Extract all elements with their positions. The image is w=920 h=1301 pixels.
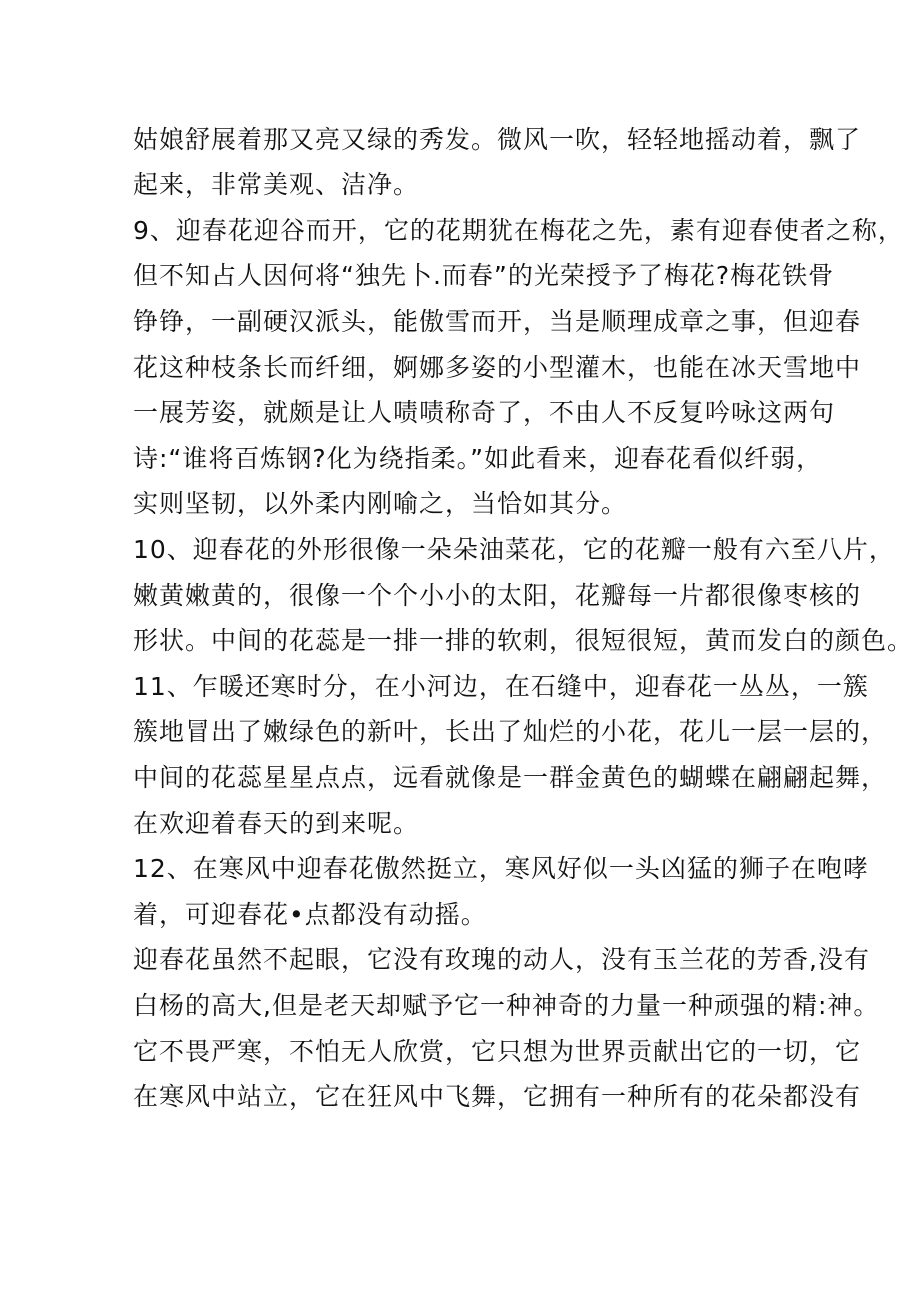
text-line: 姑娘舒展着那又亮又绿的秀发。微风一吹，轻轻地摇动着，飘了 (133, 125, 862, 154)
text-line: 9、迎春花迎谷而开，它的花期犹在梅花之先，素有迎春使者之称， (133, 216, 904, 245)
text-line: 11、乍暖还寒时分，在小河边，在石缝中，迎春花一丛丛，一簇 (133, 672, 869, 701)
text-line: 形状。中间的花蕊是一排一排的软刺，很短很短，黄而发白的颜色。 (133, 626, 914, 655)
text-line: 它不畏严寒，不怕无人欣赏，它只想为世界贡献出它的一切，它 (133, 1037, 862, 1066)
text-line: 诗:“谁将百炼钢?化为绕指柔。”如此看来，迎春花看似纤弱， (133, 444, 823, 473)
text-line: 着，可迎春花•点都没有动摇。 (133, 900, 487, 929)
text-line: 起来，非常美观、洁净。 (133, 170, 420, 199)
text-line: 白杨的高大,但是老天却赋予它一种神奇的力量一种顽强的精:神。 (133, 991, 880, 1020)
text-line: 但不知占人因何将“独先卜.而春”的光荣授予了梅花?梅花铁骨 (133, 261, 835, 290)
text-line: 嫩黄嫩黄的，很像一个个小小的太阳，花瓣每一片都很像枣核的 (133, 581, 862, 610)
text-line: 花这种枝条长而纤细，婀娜多姿的小型灌木，也能在冰天雪地中 (133, 353, 862, 382)
text-line: 一展芳姿，就颇是让人啧啧称奇了，不由人不反复吟咏这两句 (133, 398, 836, 427)
text-line: 在欢迎着春天的到来呢。 (133, 809, 420, 838)
text-line: 簇地冒出了嫩绿色的新叶，长出了灿烂的小花，花儿一层一层的， (133, 717, 888, 746)
text-line: 中间的花蕊星星点点，远看就像是一群金黄色的蝴蝶在翩翩起舞， (133, 763, 888, 792)
text-line: 12、在寒风中迎春花傲然挺立，寒风好似一头凶猛的狮子在咆哮 (133, 854, 869, 883)
text-line: 在寒风中站立，它在狂风中飞舞，它拥有一种所有的花朵都没有 (133, 1082, 862, 1111)
text-line: 铮铮，一副硬汉派头，能傲雪而开，当是顺理成章之事，但迎春 (133, 307, 862, 336)
text-line: 实则坚韧，以外柔内刚喻之，当恰如其分。 (133, 489, 628, 518)
text-line: 10、迎春花的外形很像一朵朵油菜花，它的花瓣一般有六至八片， (133, 535, 895, 564)
text-line: 迎春花虽然不起眼，它没有玫瑰的动人，没有玉兰花的芳香,没有 (133, 945, 870, 974)
